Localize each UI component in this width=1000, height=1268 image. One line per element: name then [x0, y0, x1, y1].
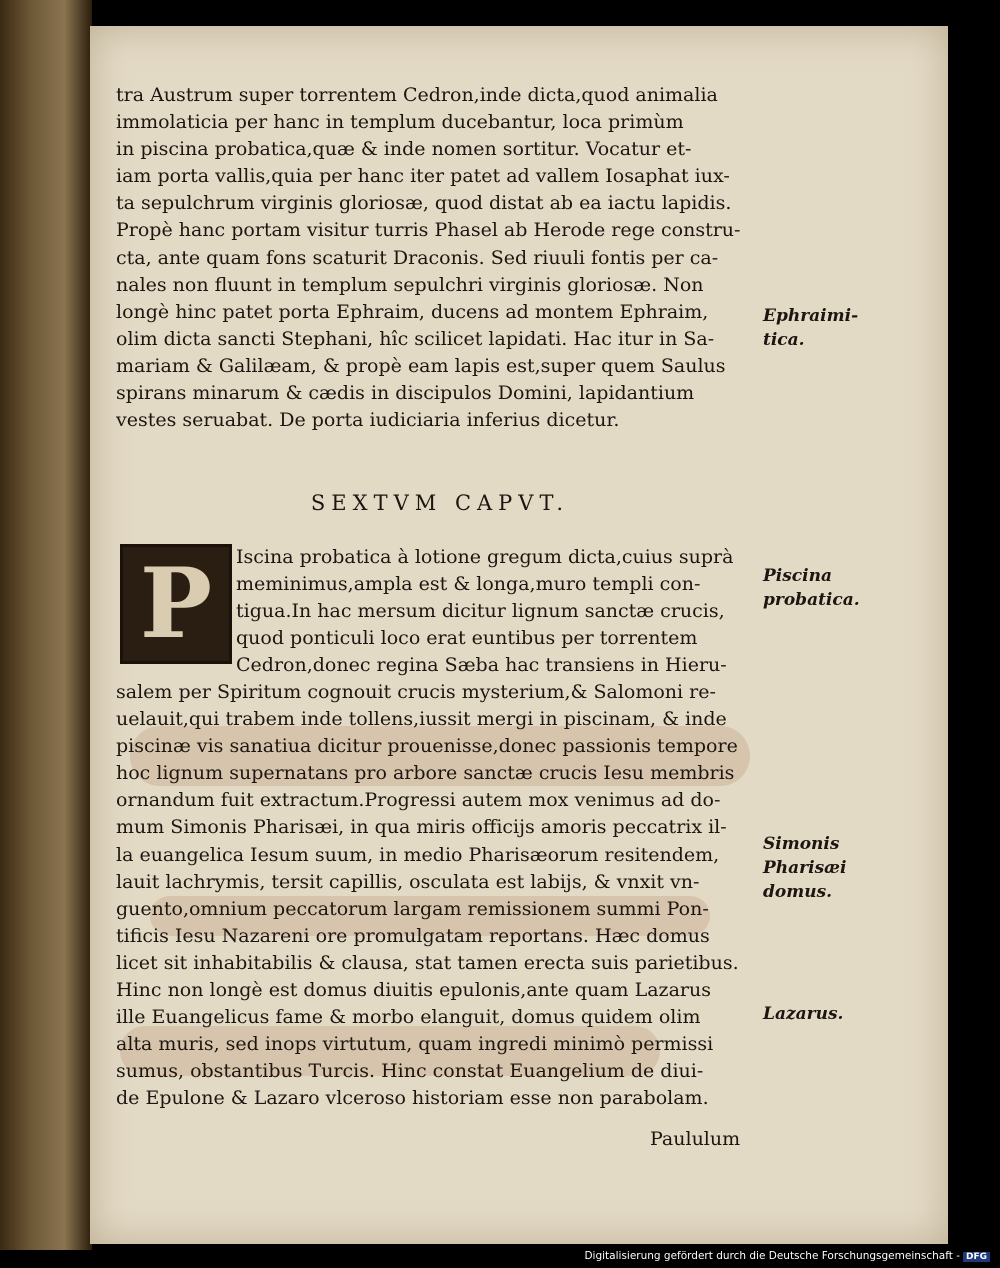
margin-note-line: Ephraimi- [763, 306, 859, 326]
text-line: piscinæ vis sanatiua dicitur prouenisse,donec passionis tempore [116, 735, 738, 758]
text-line: tificis Iesu Nazareni ore promulgatam reportans. Hæc domus [116, 924, 710, 947]
text-line: tra Austrum super torrentem Cedron,inde dicta,quod animalia [116, 84, 718, 106]
text-line: longè hinc patet porta Ephraim, ducens ad montem Ephraim, [116, 300, 709, 323]
dfg-logo: DFG [963, 1252, 990, 1262]
text-line: in piscina probatica,quæ & inde nomen sortitur. Vocatur et- [116, 138, 692, 161]
text-line: immolaticia per hanc in templum ducebantur, loca primùm [116, 111, 684, 134]
text-line: nales non fluunt in templum sepulchri virginis gloriosæ. Non [116, 273, 704, 296]
text-line: Propè hanc portam visitur turris Phasel ab Herode rege constru- [116, 219, 741, 242]
decorated-initial [120, 544, 232, 664]
book-spine-edge [0, 0, 92, 1250]
text-line: Cedron,donec regina Sæba hac transiens in Hieru- [236, 654, 727, 677]
text-line: sumus, obstantibus Turcis. Hinc constat Euangelium de diui- [116, 1060, 704, 1083]
text-line: iam porta vallis,quia per hanc iter patet ad vallem Iosaphat iux- [116, 165, 730, 188]
margin-note-ephraim [763, 304, 858, 352]
text-line: ille Euangelicus fame & morbo elanguit, domus quidem olim [116, 1006, 701, 1029]
margin-note-line: Simonis [763, 834, 840, 854]
footer-credit [560, 1250, 990, 1266]
margin-note-line: domus. [763, 882, 833, 902]
margin-note-line: Pharisæi [763, 858, 847, 878]
margin-note-piscina [763, 564, 860, 612]
paragraph-2 [116, 679, 756, 1113]
book-page [90, 26, 948, 1244]
text-line: ta sepulchrum virginis gloriosæ, quod distat ab ea iactu lapidis. [116, 192, 732, 215]
text-line: hoc lignum supernatans pro arbore sanctæ crucis Iesu membris [116, 762, 735, 785]
initial-lines [236, 544, 756, 679]
text-line: vestes seruabat. De porta iudiciaria inferius dicetur. [116, 409, 620, 432]
initial-letter: P [139, 547, 213, 660]
margin-note-line: Lazarus. [763, 1004, 844, 1024]
text-line: salem per Spiritum cognouit crucis mysterium,& Salomoni re- [116, 681, 716, 703]
margin-note-simonis [763, 832, 846, 904]
text-line: licet sit inhabitabilis & clausa, stat tamen erecta suis parietibus. [116, 951, 739, 974]
chapter-heading: SEXTVM CAPVT. [310, 491, 570, 515]
text-line: la euangelica Iesum suum, in medio Pharisæorum resitendem, [116, 843, 720, 866]
text-line: ornandum fuit extractum.Progressi autem mox venimus ad do- [116, 789, 721, 812]
margin-note-line: probatica. [763, 590, 860, 610]
margin-note-lazarus [763, 1002, 843, 1026]
text-line: mariam & Galilæam, & propè eam lapis est,super quem Saulus [116, 354, 726, 377]
text-line: lauit lachrymis, tersit capillis, osculata est labijs, & vnxit vn- [116, 870, 700, 893]
text-line: mum Simonis Pharisæi, in qua miris officijs amoris peccatrix il- [116, 816, 727, 839]
margin-note-line: Piscina [763, 566, 832, 586]
catchword: Paululum [650, 1128, 741, 1150]
margin-note-line: tica. [763, 330, 805, 350]
text-line: de Epulone & Lazaro vlceroso historiam esse non parabolam. [116, 1087, 709, 1110]
text-line: meminimus,ampla est & longa,muro templi con- [236, 573, 701, 596]
text-line: olim dicta sancti Stephani, hîc scilicet lapidati. Hac itur in Sa- [116, 327, 715, 350]
text-line: uelauit,qui trabem inde tollens,iussit mergi in piscinam, & inde [116, 708, 727, 731]
text-line: cta, ante quam fons scaturit Draconis. Sed riuuli fontis per ca- [116, 246, 719, 269]
text-line: alta muris, sed inops virtutum, quam ingredi minimò permissi [116, 1033, 714, 1056]
text-line: Iscina probatica à lotione gregum dicta,cuius suprà [236, 546, 734, 568]
text-line: guento,omnium peccatorum largam remissionem summi Pon- [116, 897, 709, 920]
text-line: spirans minarum & cædis in discipulos Domini, lapidantium [116, 382, 695, 405]
footer-text: Digitalisierung gefördert durch die Deutsche Forschungsgemeinschaft - [584, 1250, 960, 1262]
text-line: quod ponticuli loco erat euntibus per torrentem [236, 627, 698, 650]
text-line: tigua.In hac mersum dicitur lignum sanctæ crucis, [236, 600, 725, 623]
paragraph-1 [116, 82, 756, 434]
text-line: Hinc non longè est domus diuitis epulonis,ante quam Lazarus [116, 979, 711, 1002]
